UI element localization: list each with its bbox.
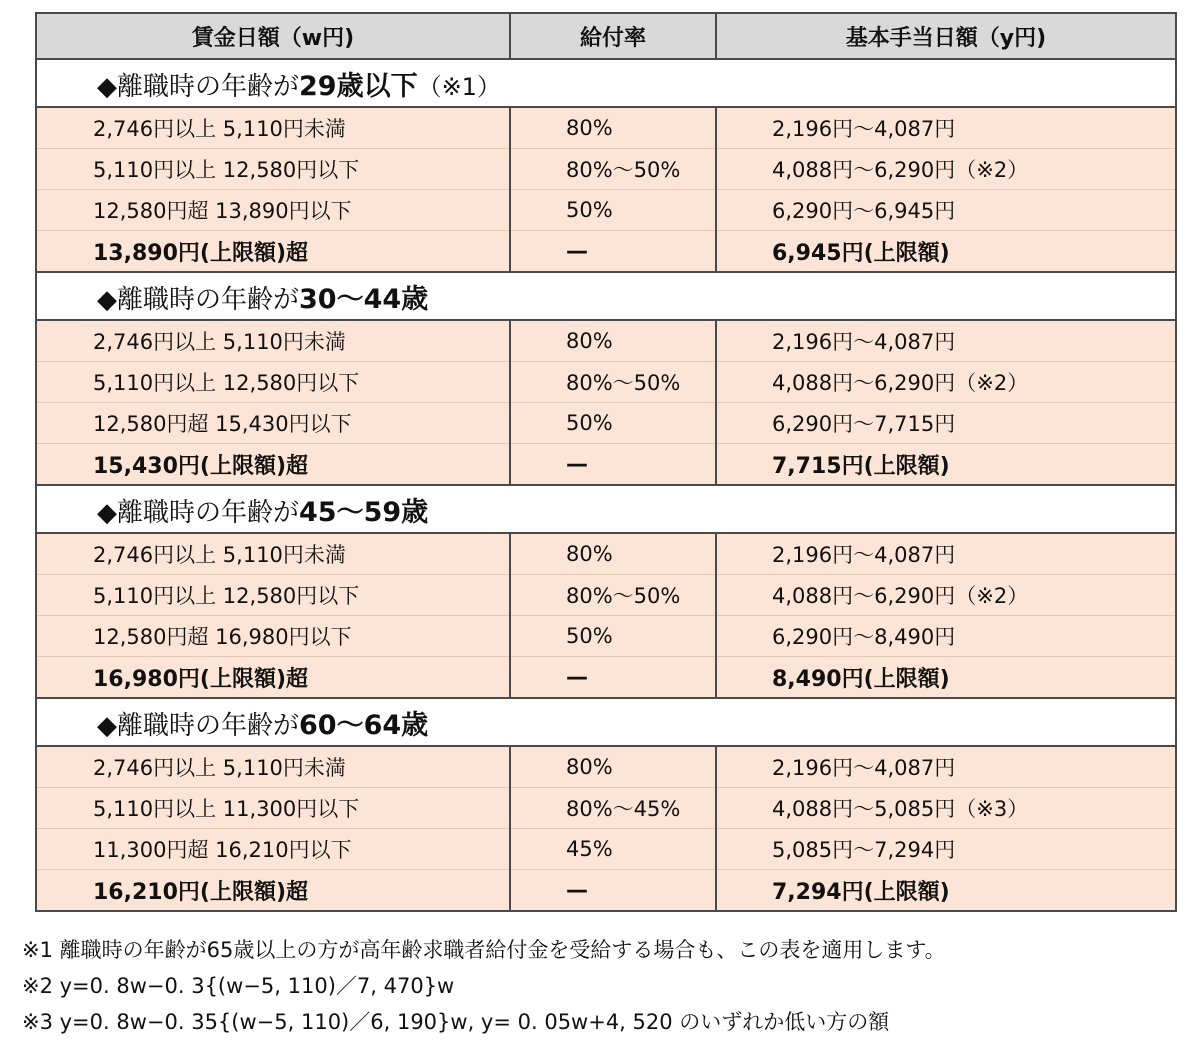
- wage-cell: 5,110円以上 12,580円以下: [36, 362, 510, 403]
- footnotes: [22, 932, 1182, 1040]
- table-row: [36, 149, 1176, 190]
- basic-cell: 6,290円～6,945円: [716, 190, 1176, 231]
- section-title-prefix: ◆離職時の年齢が: [97, 710, 299, 741]
- benefit-table: [35, 12, 1177, 912]
- table-row-cap: [36, 444, 1176, 486]
- section-title-prefix: ◆離職時の年齢が: [97, 497, 299, 528]
- table-row: [36, 107, 1176, 149]
- rate-cell: 80%: [510, 533, 716, 575]
- table-row: [36, 788, 1176, 829]
- header-rate: 給付率: [510, 13, 716, 59]
- basic-cell: 5,085円～7,294円: [716, 829, 1176, 870]
- rate-cell: 80%～50%: [510, 149, 716, 190]
- section-title-row: [36, 59, 1176, 107]
- rate-cell: —: [510, 231, 716, 273]
- table-row: [36, 616, 1176, 657]
- basic-cell: 8,490円(上限額): [716, 657, 1176, 699]
- footnote-2: ※2 y=0. 8w−0. 3{(w−5, 110)／7, 470}w: [22, 974, 455, 998]
- basic-cell: 4,088円～6,290円（※2）: [716, 149, 1176, 190]
- basic-cell: 6,945円(上限額): [716, 231, 1176, 273]
- section-title: [36, 59, 1176, 107]
- rate-cell: —: [510, 444, 716, 486]
- section-title-row: [36, 698, 1176, 746]
- header-basic: 基本手当日額（y円): [716, 13, 1176, 59]
- wage-cell: 16,980円(上限額)超: [36, 657, 510, 699]
- section-title: [36, 272, 1176, 320]
- rate-cell: 80%: [510, 107, 716, 149]
- wage-cell: 11,300円超 16,210円以下: [36, 829, 510, 870]
- rate-cell: 80%～50%: [510, 575, 716, 616]
- table-row: [36, 533, 1176, 575]
- table-row: [36, 829, 1176, 870]
- basic-cell: 7,294円(上限額): [716, 870, 1176, 912]
- basic-cell: 2,196円～4,087円: [716, 320, 1176, 362]
- basic-cell: 7,715円(上限額): [716, 444, 1176, 486]
- section-title-row: [36, 272, 1176, 320]
- basic-cell: 2,196円～4,087円: [716, 746, 1176, 788]
- basic-cell: 2,196円～4,087円: [716, 107, 1176, 149]
- section-age-45-59: [36, 485, 1176, 698]
- rate-cell: 45%: [510, 829, 716, 870]
- table-row-cap: [36, 231, 1176, 273]
- basic-cell: 6,290円～7,715円: [716, 403, 1176, 444]
- wage-cell: 15,430円(上限額)超: [36, 444, 510, 486]
- section-title-age: 29歳以下: [299, 70, 418, 102]
- header-wage: 賃金日額（w円): [36, 13, 510, 59]
- rate-cell: 80%～45%: [510, 788, 716, 829]
- rate-cell: 80%: [510, 746, 716, 788]
- wage-cell: 12,580円超 15,430円以下: [36, 403, 510, 444]
- wage-cell: 5,110円以上 12,580円以下: [36, 575, 510, 616]
- basic-cell: 2,196円～4,087円: [716, 533, 1176, 575]
- section-age-30-44: [36, 272, 1176, 485]
- basic-cell: 4,088円～6,290円（※2）: [716, 575, 1176, 616]
- rate-cell: 50%: [510, 403, 716, 444]
- table-row: [36, 746, 1176, 788]
- section-title-age: 60～64歳: [299, 709, 429, 741]
- rate-cell: 80%: [510, 320, 716, 362]
- wage-cell: 12,580円超 16,980円以下: [36, 616, 510, 657]
- wage-cell: 2,746円以上 5,110円未満: [36, 320, 510, 362]
- table-row: [36, 575, 1176, 616]
- table-row: [36, 403, 1176, 444]
- footnote-3: ※3 y=0. 8w−0. 35{(w−5, 110)／6, 190}w, y= 0. 05w+4, 520 のいずれか低い方の額: [22, 1010, 890, 1034]
- rate-cell: —: [510, 657, 716, 699]
- wage-cell: 16,210円(上限額)超: [36, 870, 510, 912]
- section-age-60-64: [36, 698, 1176, 911]
- wage-cell: 2,746円以上 5,110円未満: [36, 533, 510, 575]
- rate-cell: 80%～50%: [510, 362, 716, 403]
- table-row: [36, 362, 1176, 403]
- section-age-29-under: [36, 59, 1176, 272]
- rate-cell: 50%: [510, 616, 716, 657]
- rate-cell: —: [510, 870, 716, 912]
- section-title: [36, 698, 1176, 746]
- table-row: [36, 190, 1176, 231]
- table-row: [36, 320, 1176, 362]
- benefit-table-container: [35, 12, 1175, 912]
- table-row-cap: [36, 870, 1176, 912]
- wage-cell: 2,746円以上 5,110円未満: [36, 746, 510, 788]
- table-row-cap: [36, 657, 1176, 699]
- basic-cell: 4,088円～6,290円（※2）: [716, 362, 1176, 403]
- wage-cell: 2,746円以上 5,110円未満: [36, 107, 510, 149]
- wage-cell: 5,110円以上 11,300円以下: [36, 788, 510, 829]
- section-title-prefix: ◆離職時の年齢が: [97, 71, 299, 102]
- section-title-age: 30～44歳: [299, 283, 429, 315]
- section-title-prefix: ◆離職時の年齢が: [97, 284, 299, 315]
- basic-cell: 4,088円～5,085円（※3）: [716, 788, 1176, 829]
- wage-cell: 12,580円超 13,890円以下: [36, 190, 510, 231]
- wage-cell: 5,110円以上 12,580円以下: [36, 149, 510, 190]
- footnote-1: ※1 離職時の年齢が65歳以上の方が高年齢求職者給付金を受給する場合も、この表を適用します。: [22, 938, 946, 962]
- section-title-note: （※1）: [417, 72, 501, 101]
- basic-cell: 6,290円～8,490円: [716, 616, 1176, 657]
- wage-cell: 13,890円(上限額)超: [36, 231, 510, 273]
- section-title-age: 45～59歳: [299, 496, 429, 528]
- rate-cell: 50%: [510, 190, 716, 231]
- table-header-row: [36, 13, 1176, 59]
- section-title-row: [36, 485, 1176, 533]
- section-title: [36, 485, 1176, 533]
